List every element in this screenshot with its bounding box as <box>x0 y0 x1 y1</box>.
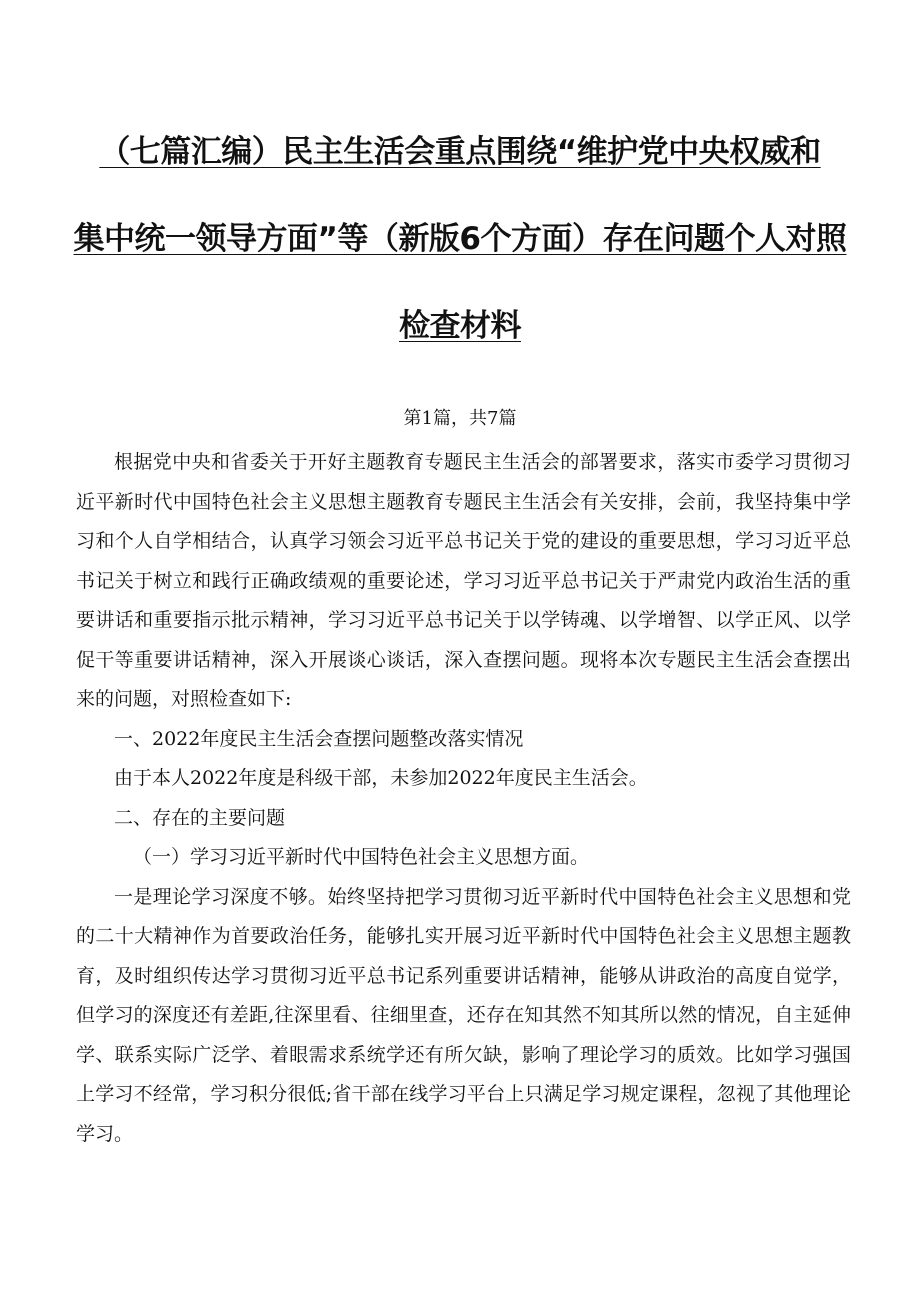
section-heading-2: 二、存在的主要问题 <box>114 806 286 829</box>
paragraph-issue-1: 一是理论学习深度不够。始终坚持把学习贯彻习近平新时代中国特色社会主义思想和党的二十大精神作为首要政治任务，能够扎实开展习近平新时代中国特色社会主义思想主题教育，及时组织传达学习贯彻习近平总书记系列重要讲话精神，能够从讲政治的高度自觉学，但学习的深度还有差距,往深里看、往细里查，还存在知其然不知其所以然的情况，自主延伸学、联系实际广泛学、着眼需求系统学还有所欠缺，影响了理论学习的质效。比如学习强国上学习不经常，学习积分很低;省干部在线学习平台上只满足学习规定课程，忽视了其他理论学习。 <box>76 885 851 1145</box>
subsection-heading-1: （一）学习习近平新时代中国特色社会主义思想方面。 <box>133 846 590 868</box>
document-title <box>70 130 850 391</box>
title-line-3: 检查材料 <box>399 308 521 344</box>
paragraph-section-1: 由于本人2022年度是科级干部，未参加2022年度民主生活会。 <box>114 767 648 789</box>
paragraph-intro: 根据党中央和省委关于开好主题教育专题民主生活会的部署要求，落实市委学习贯彻习近平新时代中国特色社会主义思想主题教育专题民主生活会有关安排，会前，我坚持集中学习和个人自学相结合，认真学习领会习近平总书记关于党的建设的重要思想，学习习近平总书记关于树立和践行正确政绩观的重要论述，学习习近平总书记关于严肃党内政治生活的重要讲话和重要指示批示精神，学习习近平总书记关于以学铸魂、以学增智、以学正风、以学促干等重要讲话精神，深入开展谈心谈话，深入查摆问题。现将本次专题民主生活会查摆出来的问题，对照检查如下: <box>76 451 851 710</box>
document-body <box>76 443 851 1154</box>
section-heading-1: 一、2022年度民主生活会查摆问题整改落实情况 <box>114 727 524 750</box>
title-line-2: 集中统一领导方面”等（新版6个方面）存在问题个人对照 <box>73 221 847 257</box>
title-line-1: （七篇汇编）民主生活会重点围绕“维护党中央权威和 <box>99 134 821 170</box>
document-subtitle: 第1篇，共7篇 <box>403 408 517 429</box>
